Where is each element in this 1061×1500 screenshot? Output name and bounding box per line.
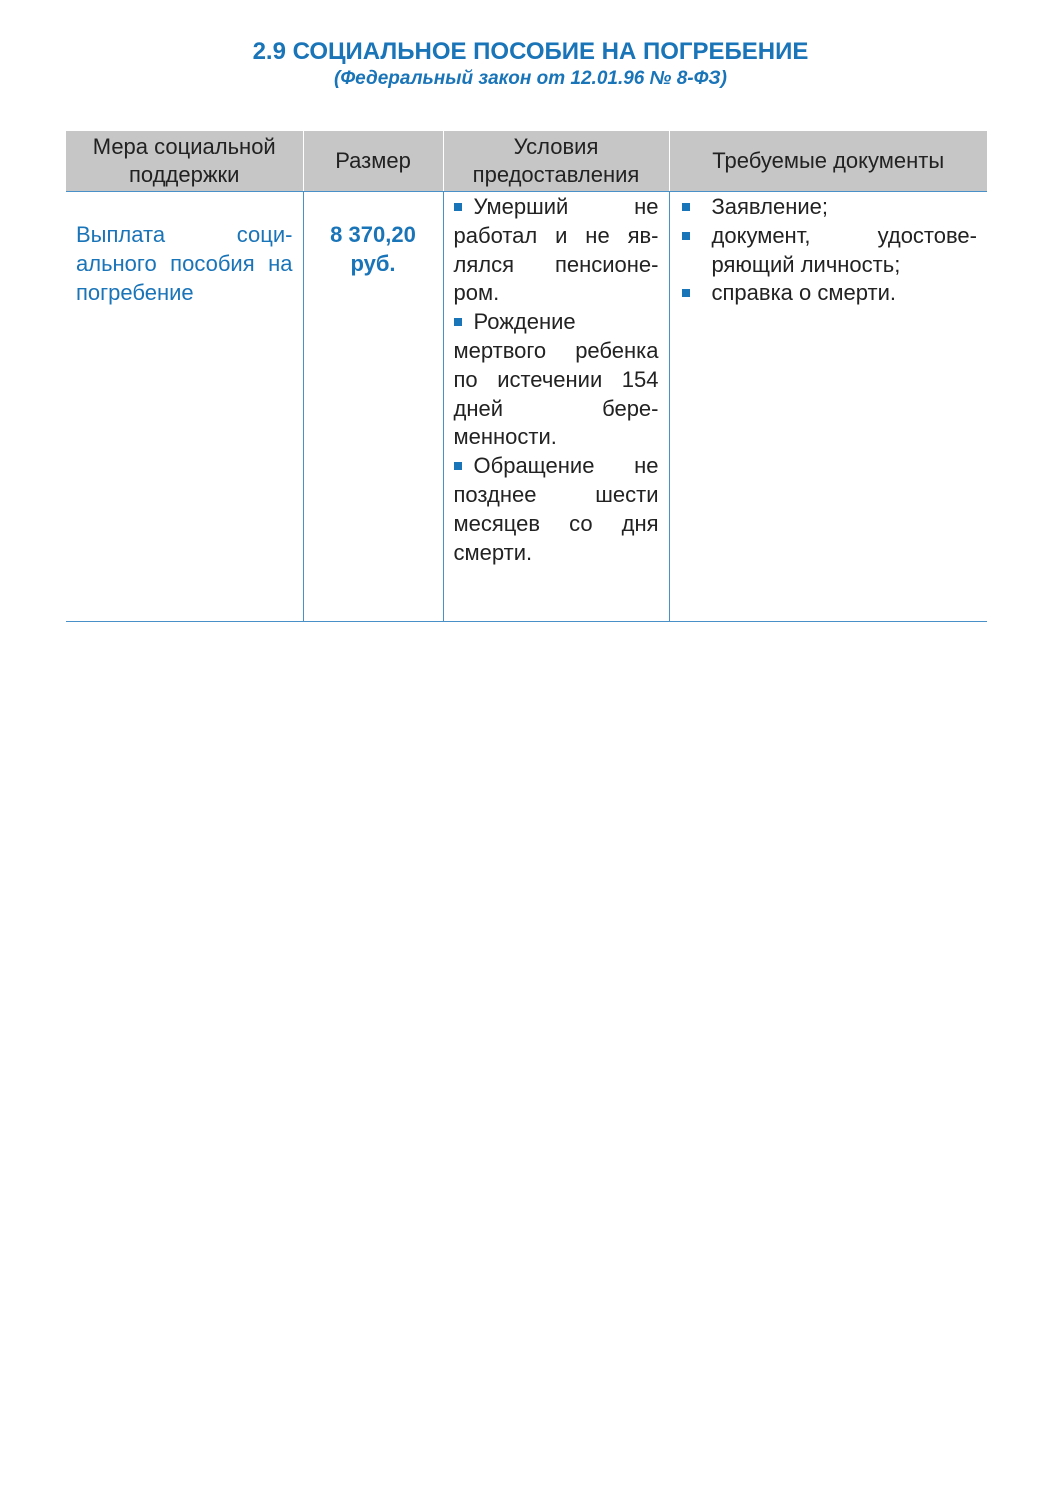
condition-item [454,193,659,308]
document-text: документ, удостоверяющий личность; [711,222,977,277]
condition-text: Рождение мертвого ребенка по истечении 154 дней беременности. [453,309,659,450]
square-bullet-icon [682,203,690,211]
condition-item [454,452,659,567]
cell-measure: Выплата социального пособия на погребение [66,192,303,622]
square-bullet-icon [682,289,690,297]
table-header-row [66,131,987,192]
square-bullet-icon [454,203,462,211]
table-row [66,192,987,622]
square-bullet-icon [454,462,462,470]
conditions-list [454,193,659,567]
column-header-conditions: Условия предоставления [443,131,669,192]
condition-text: Умерший не работал и не являлся пенсионером. [453,194,659,306]
document-text: справка о смерти. [711,280,896,306]
benefit-table [66,131,987,622]
documents-list [680,193,978,308]
column-header-documents: Требуемые документы [669,131,987,192]
square-bullet-icon [454,318,462,326]
document-item [680,279,978,308]
column-header-measure: Мера социальной поддержки [66,131,303,192]
document-item [680,222,978,280]
cell-amount: 8 370,20 руб. [303,192,443,622]
law-reference: (Федеральный закон от 12.01.96 № 8-ФЗ) [334,68,727,89]
condition-item [454,308,659,452]
section-title: 2.9 СОЦИАЛЬНОЕ ПОСОБИЕ НА ПОГРЕБЕНИЕ [252,38,809,65]
condition-text: Обращение не позднее шести месяцев со дня смерти. [453,453,659,565]
document-item [680,193,978,222]
cell-documents [669,192,987,622]
column-header-amount: Размер [303,131,443,192]
document-text: Заявление; [711,194,828,219]
cell-conditions [443,192,669,622]
square-bullet-icon [682,232,690,240]
